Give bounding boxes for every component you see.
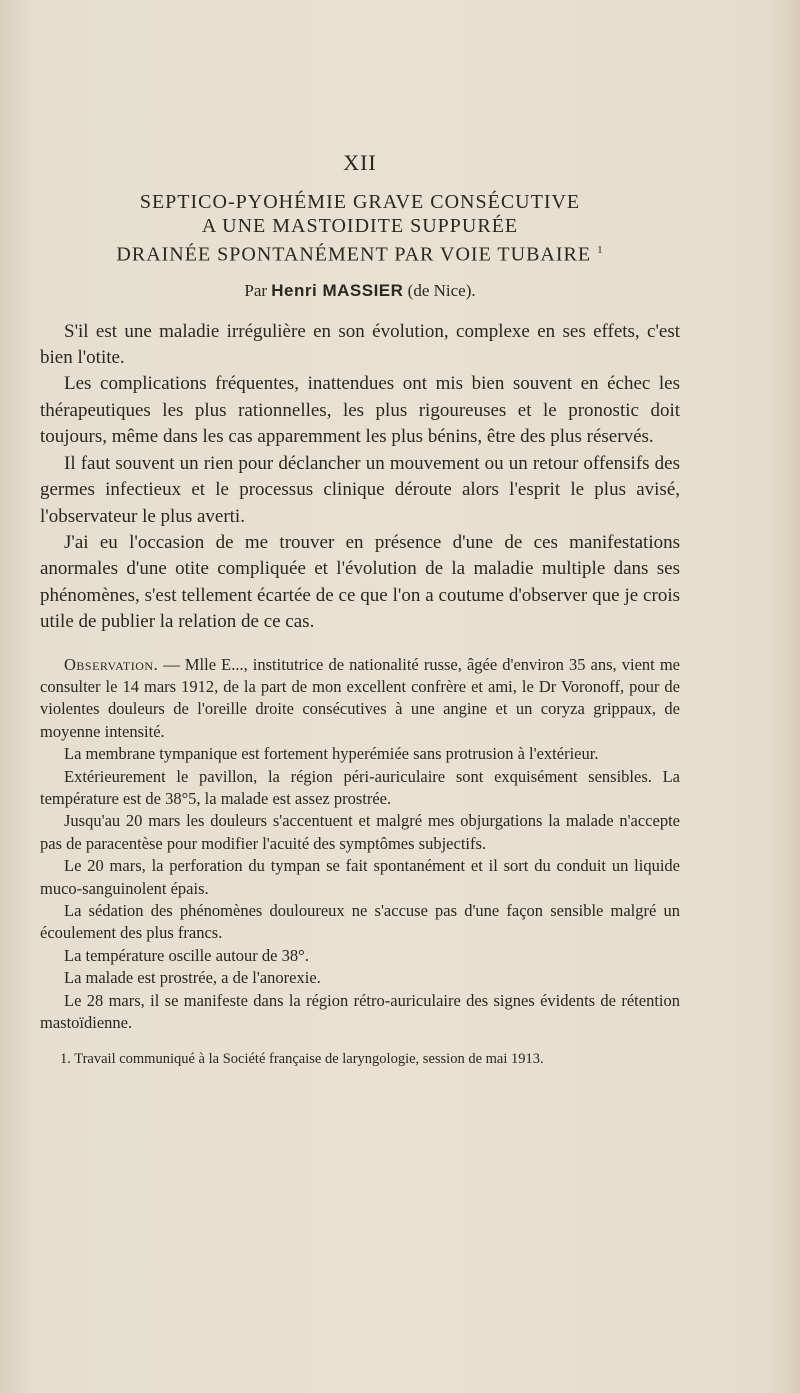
observation-label: Observation. [64, 654, 159, 674]
observation-paragraph: Extérieurement le pavillon, la région péri-auriculaire sont exquisément sensibles. La température est de 38°5, la malade est assez prostrée. [40, 766, 680, 808]
observation-text: — Mlle E..., institutrice de nationalité russe, âgée d'environ 35 ans, vient me consulter le 14 mars 1912, de la part de mon excellent confrère et ami, le Dr Voronoff, pour de violentes douleurs de l'oreille droite consécutives à une angine et un coryza grippaux, de moyenne intensité. [40, 654, 680, 741]
title-line-1: SEPTICO-PYOHÉMIE GRAVE CONSÉCUTIVE [139, 191, 581, 213]
intro-section [40, 319, 680, 636]
observation-paragraph [40, 654, 680, 744]
title-line-2: A UNE MASTOIDITE SUPPURÉE [201, 215, 519, 237]
page-content [40, 150, 680, 1069]
footnote-marker: 1 [597, 244, 604, 256]
observation-paragraph: Le 28 mars, il se manifeste dans la région rétro-auriculaire des signes évidents de rétention mastoïdienne. [40, 990, 680, 1033]
observation-paragraph: La température oscille autour de 38°. [64, 945, 309, 965]
intro-paragraph: Il faut souvent un rien pour déclancher un mouvement ou un retour offensifs des germes infectieux et le processus clinique déroute alors l'esprit le plus avisé, l'observateur le plus averti. [40, 452, 680, 527]
author-name: Henri MASSIER [271, 280, 404, 300]
observation-paragraph: La malade est prostrée, a de l'anorexie. [64, 968, 321, 988]
footnote-gap [40, 1034, 680, 1050]
byline [40, 281, 680, 301]
observation-paragraph: Le 20 mars, la perforation du tympan se fait spontanément et il sort du conduit un liquide muco-sanguinolent épais. [40, 856, 680, 898]
chapter-number: XII [343, 150, 377, 175]
title-line-3-text: DRAINÉE SPONTANÉMENT PAR VOIE TUBAIRE [116, 243, 592, 266]
footnote: 1. Travail communiqué à la Société française de laryngologie, session de mai 1913. [60, 1051, 544, 1068]
observation-section [40, 654, 680, 1035]
intro-paragraph: Les complications fréquentes, inattendues ont mis bien souvent en échec les thérapeutiques les plus rationnelles, les plus rigoureuses et le pronostic doit toujours, même dans les cas apparemment les plus bénins, être des plus réservés. [40, 373, 680, 448]
observation-paragraph: La sédation des phénomènes douloureux ne s'accuse pas d'une façon sensible malgré un écoulement des plus francs. [40, 901, 680, 943]
intro-paragraph: S'il est une maladie irrégulière en son évolution, complexe en ses effets, c'est bien l'otite. [40, 320, 680, 369]
byline-prefix: Par [244, 280, 268, 300]
intro-paragraph: J'ai eu l'occasion de me trouver en présence d'une de ces manifestations anormales d'une otite compliquée et l'évolution de la maladie multiple dans ses phénomènes, s'est tellement écartée de ce que l'on a coutume d'observer que je crois utile de publier la relation de ce cas. [40, 531, 680, 633]
section-gap [40, 636, 680, 654]
article-title [40, 190, 680, 267]
observation-paragraph: Jusqu'au 20 mars les douleurs s'accentuent et malgré mes objurgations la malade n'accepte pas de paracentèse pour modifier l'acuité des symptômes subjectifs. [40, 811, 680, 853]
author-affiliation: (de Nice). [407, 280, 476, 300]
observation-paragraph: La membrane tympanique est fortement hyperémiée sans protrusion à l'extérieur. [64, 744, 599, 764]
title-line-3 [40, 238, 680, 267]
